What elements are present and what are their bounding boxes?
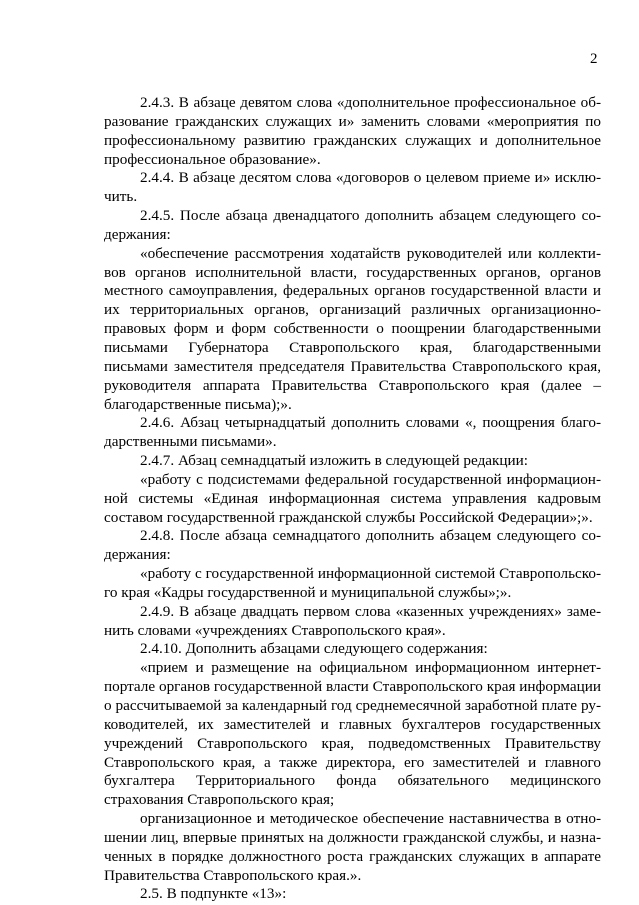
paragraph-2-4-5-quote: «обеспечение рассмотрения ходатайств руководителей или коллективов органов исполнительной власти, государственных органов, органов местного самоуправления, федеральных органов государственной власти и их территориальных органов, организаций различных организационно-правовых форм и форм собственности о поощрении благодарственными письмами Губернатора Ставропольского края, благодарственными письмами заместителя председателя Правительства Ставропольского края, руководителя аппарата Правительства Ставропольского края (далее – благодарственные письма);». — [104, 244, 601, 413]
paragraph-2-4-10-quote-1: «прием и размещение на официальном информационном интернет-портале органов государственной власти Ставропольского края информации о рассчитываемой за календарный год среднемесячной заработной плате руководителей, их заместителей и главных бухгалтеров государственных учреждений Ставропольского края, подведомственных Правительству Ставропольского края, а также директора, его заместителей и главного бухгалтера Территориального фонда обязательного медицинского страхования Ставропольского края; — [104, 659, 601, 809]
paragraph-2-4-10: 2.4.10. Дополнить абзацами следующего содержания: — [140, 640, 488, 658]
paragraph-2-5: 2.5. В подпункте «13»: — [140, 885, 287, 903]
paragraph-2-4-6: 2.4.6. Абзац четырнадцатый дополнить словами «, поощрения благодарственными письмами». — [104, 414, 601, 451]
document-body — [104, 94, 601, 904]
paragraph-2-4-8: 2.4.8. После абзаца семнадцатого дополнить абзацем следующего содержания: — [104, 527, 601, 564]
paragraph-2-4-4: 2.4.4. В абзаце десятом слова «договоров о целевом приеме и» исключить. — [104, 169, 601, 206]
paragraph-2-4-8-quote: «работу с государственной информационной системой Ставропольского края «Кадры государственной и муниципальной службы»;». — [104, 565, 601, 601]
paragraph-2-4-3: 2.4.3. В абзаце девятом слова «дополнительное профессиональное образование гражданских служащих и» заменить словами «мероприятия по профессиональному развитию гражданских служащих и дополнительное профессиональное образование». — [104, 94, 601, 168]
paragraph-2-4-9: 2.4.9. В абзаце двадцать первом слова «казенных учреждениях» заменить словами «учреждениях Ставропольского края». — [104, 602, 601, 639]
paragraph-2-4-7-quote: «работу с подсистемами федеральной государственной информационной системы «Единая информационная система управления кадровым составом государственной гражданской службы Российской Федерации»;». — [104, 470, 601, 526]
paragraph-2-4-5: 2.4.5. После абзаца двенадцатого дополнить абзацем следующего содержания: — [104, 207, 601, 243]
paragraph-2-4-10-quote-2: организационное и методическое обеспечение наставничества в отношении лиц, впервые принятых на должности гражданской службы, и назначенных в порядке должностного роста гражданских служащих в аппарате Правительства Ставропольского края.». — [104, 810, 601, 884]
page-number: 2 — [590, 51, 598, 67]
paragraph-2-4-7: 2.4.7. Абзац семнадцатый изложить в следующей редакции: — [140, 452, 529, 470]
